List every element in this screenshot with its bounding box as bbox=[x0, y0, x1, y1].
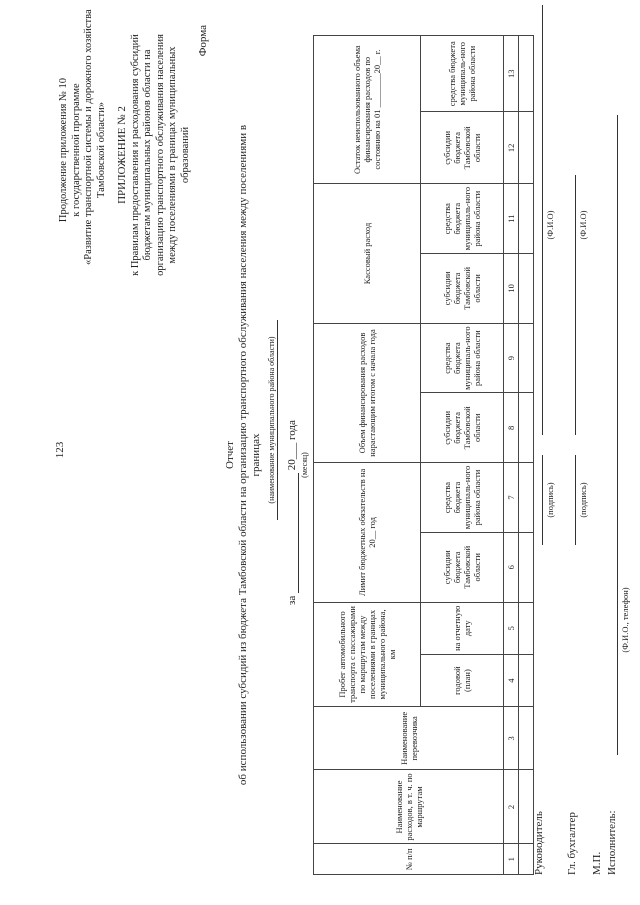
head-signature-line bbox=[541, 455, 543, 545]
municipal-district-caption: (наименование муниципального района области) bbox=[267, 320, 278, 520]
header-cell-limit: Лимит бюджетных обязательств на 20__ год bbox=[314, 463, 421, 602]
subheader-cell: субсидии бюджета Тамбовской области bbox=[421, 532, 504, 602]
accountant-name-line bbox=[574, 175, 576, 435]
subheader-cell: субсидии бюджета Тамбовской области bbox=[421, 112, 504, 184]
header-cell-number: № п/п bbox=[314, 844, 504, 875]
column-number-cell: 1 bbox=[504, 844, 519, 875]
executor-caption: (Ф.И.О., телефон) bbox=[620, 587, 630, 653]
report-title-line: границах bbox=[250, 433, 262, 477]
accountant-signature-caption: (подпись) bbox=[578, 482, 588, 518]
header-cell-cash-expense: Кассовый расход bbox=[314, 184, 421, 323]
empty-cell bbox=[519, 844, 534, 875]
mp-label: М.П. bbox=[591, 851, 603, 875]
prilozhenie-block bbox=[116, 5, 192, 305]
column-number-cell: 3 bbox=[504, 707, 519, 770]
column-number-cell: 9 bbox=[504, 323, 519, 393]
report-title-line: об использовании субсидий из бюджета Тамбовской области на организацию транспортного обслуживания населения между поселениями в bbox=[237, 124, 249, 786]
empty-cell bbox=[519, 184, 534, 254]
prilozhenie-line: к Правилам предоставления и расходования субсидий bbox=[129, 34, 141, 276]
empty-cell bbox=[519, 463, 534, 533]
header-cell-remainder: Остаток неиспользованного объема финансирования расходов по состоянию на 01 ________20__ г. bbox=[314, 36, 421, 184]
appendix-heading bbox=[58, 9, 108, 265]
empty-cell bbox=[519, 393, 534, 463]
head-name-caption: (Ф.И.О) bbox=[545, 210, 555, 240]
period-prefix: за bbox=[286, 595, 298, 605]
empty-cell bbox=[519, 770, 534, 844]
report-period bbox=[286, 285, 299, 605]
column-number-cell: 10 bbox=[504, 254, 519, 324]
head-label: Руководитель bbox=[533, 811, 545, 875]
appendix-line: Продолжение приложения № 10 bbox=[58, 77, 69, 223]
executor-label: Исполнитель: bbox=[606, 810, 618, 875]
column-number-cell: 11 bbox=[504, 184, 519, 254]
empty-cell bbox=[519, 323, 534, 393]
column-number-cell: 5 bbox=[504, 602, 519, 654]
report-title-word: Отчет bbox=[224, 441, 236, 469]
prilozhenie-line: организацию транспортного обслуживания населения bbox=[154, 34, 166, 276]
head-signature-caption: (подпись) bbox=[545, 482, 555, 518]
empty-cell bbox=[519, 707, 534, 770]
prilozhenie-line: образований bbox=[179, 126, 191, 184]
column-number-cell: 4 bbox=[504, 654, 519, 706]
subheader-cell: годовой (план) bbox=[421, 654, 504, 706]
subheader-cell: средства бюджета муниципаль-ного района области bbox=[421, 323, 504, 393]
empty-cell bbox=[519, 654, 534, 706]
subheader-cell: средства бюджета муниципаль-ного района области bbox=[421, 463, 504, 533]
period-year: 20___ года bbox=[286, 420, 298, 471]
header-cell-carrier: Наименование перевозчика bbox=[314, 707, 504, 770]
head-name-line bbox=[541, 5, 543, 435]
prilozhenie-line: между поселениями в границах муниципальных bbox=[167, 46, 178, 264]
appendix-line: к государственной программе bbox=[70, 83, 82, 217]
table-data-row bbox=[519, 36, 534, 875]
subheader-cell: субсидии бюджета Тамбовской области bbox=[421, 254, 504, 324]
column-number-row bbox=[504, 36, 519, 875]
column-number-cell: 8 bbox=[504, 393, 519, 463]
column-number-cell: 12 bbox=[504, 112, 519, 184]
accountant-label: Гл. бухгалтер bbox=[566, 812, 578, 875]
report-title bbox=[224, 115, 263, 795]
accountant-signature-line bbox=[574, 455, 576, 545]
column-number-cell: 13 bbox=[504, 36, 519, 112]
subheader-cell: субсидии бюджета Тамбовской области bbox=[421, 393, 504, 463]
header-cell-expenses: Наименование расходов, в т. ч. по маршрутам bbox=[314, 770, 504, 844]
month-blank bbox=[286, 473, 299, 593]
appendix-line: Тамбовской области» bbox=[95, 101, 107, 199]
forma-label: Форма bbox=[197, 25, 209, 57]
empty-cell bbox=[519, 602, 534, 654]
empty-cell bbox=[519, 112, 534, 184]
empty-cell bbox=[519, 254, 534, 324]
month-caption: (месяц) bbox=[300, 452, 309, 478]
empty-cell bbox=[519, 36, 534, 112]
empty-cell bbox=[519, 532, 534, 602]
header-cell-financing: Объем финансирования расходов нарастающим итогом с начала года bbox=[314, 323, 421, 462]
subheader-cell: на отчетную дату bbox=[421, 602, 504, 654]
report-table bbox=[313, 35, 534, 875]
column-number-cell: 7 bbox=[504, 463, 519, 533]
subheader-cell: средства бюджета муниципаль-ного района области bbox=[421, 36, 504, 112]
prilozhenie-line: бюджетам муниципальных районов области на bbox=[142, 49, 153, 261]
column-number-cell: 2 bbox=[504, 770, 519, 844]
accountant-name-caption: (Ф.И.О) bbox=[578, 210, 588, 240]
appendix-line: «Развитие транспортной системы и дорожного хозяйства bbox=[83, 9, 94, 265]
column-number-cell: 6 bbox=[504, 532, 519, 602]
table-header-row bbox=[314, 36, 421, 875]
page-number: 123 bbox=[54, 441, 66, 459]
prilozhenie-title: ПРИЛОЖЕНИЕ № 2 bbox=[116, 106, 128, 204]
executor-line bbox=[616, 115, 618, 755]
header-cell-mileage: Пробег автомобильного транспорта с пассажирами по маршрутам между поселениями в границах муниципального района, км bbox=[314, 602, 421, 707]
subheader-cell: средства бюджета муниципаль-ного района области bbox=[421, 184, 504, 254]
